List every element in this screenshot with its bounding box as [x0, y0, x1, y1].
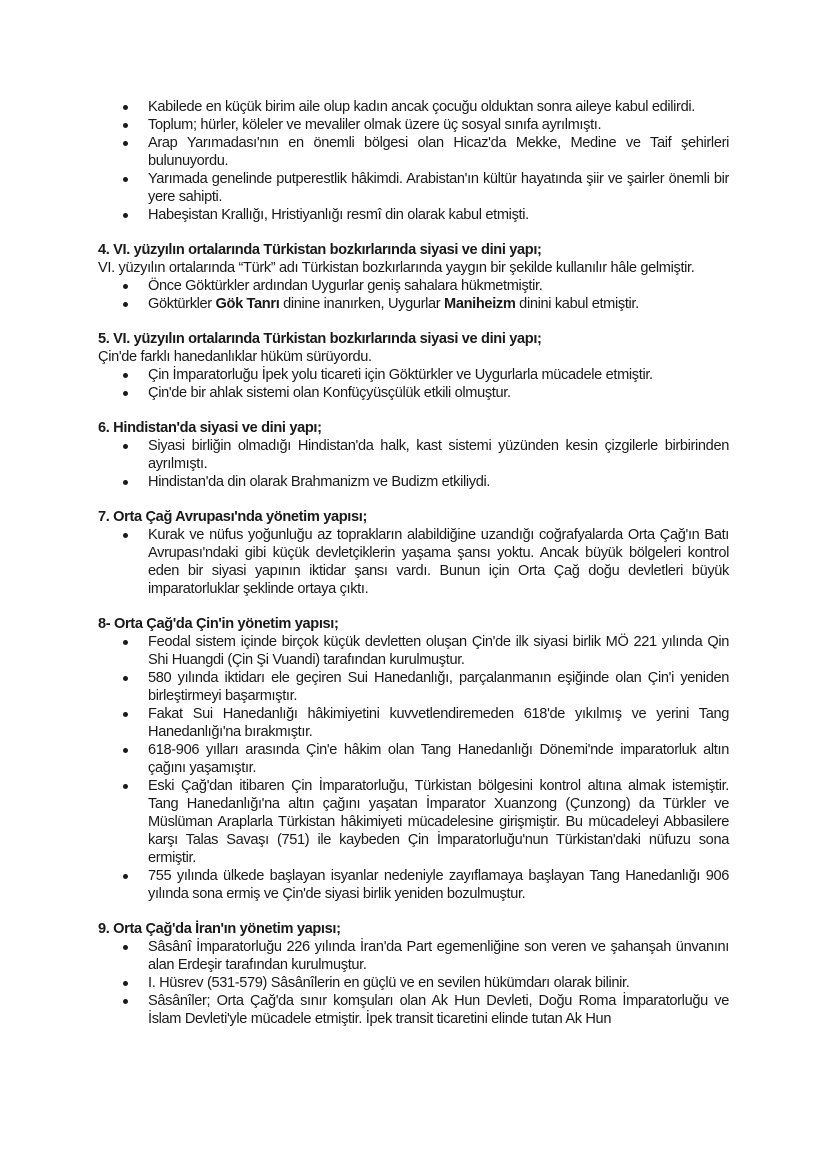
bullet-icon [123, 105, 128, 110]
list-item: Kabilede en küçük birim aile olup kadın ancak çocuğu olduktan sonra aileye kabul edilirdi. [98, 98, 729, 116]
bullet-list [98, 437, 729, 491]
bullet-icon [123, 712, 128, 717]
bullet-icon [123, 373, 128, 378]
bullet-icon [123, 640, 128, 645]
list-item: Sâsânîler; Orta Çağ'da sınır komşuları olan Ak Hun Devleti, Doğu Roma İmparatorluğu ve İslam Devleti'yle mücadele etmiştir. İpek transit ticaretini elinde tutan Ak Hun [98, 992, 729, 1028]
bullet-icon [123, 391, 128, 396]
list-item: Siyasi birliğin olmadığı Hindistan'da halk, kast sistemi yüzünden kesin çizgilerle birbirinden ayrılmıştı. [98, 437, 729, 473]
list-item: 755 yılında ülkede başlayan isyanlar nedeniyle zayıflamaya başlayan Tang Hanedanlığı 906 yılında sona ermiş ve Çin'de siyasi birlik yeniden bozulmuştur. [98, 867, 729, 903]
bullet-icon [123, 480, 128, 485]
section-9 [98, 920, 729, 1028]
bullet-list [98, 277, 729, 313]
bullet-icon [123, 177, 128, 182]
section-heading: 6. Hindistan'da siyasi ve dini yapı; [98, 420, 322, 436]
bullet-icon [123, 123, 128, 128]
section-heading: 7. Orta Çağ Avrupası'nda yönetim yapısı; [98, 509, 367, 525]
bullet-icon [123, 981, 128, 986]
section-8 [98, 615, 729, 903]
bullet-icon [123, 748, 128, 753]
list-item: Toplum; hürler, köleler ve mevaliler olmak üzere üç sosyal sınıfa ayrılmıştı. [98, 116, 729, 134]
bullet-list [98, 98, 729, 224]
list-item: Önce Göktürkler ardından Uygurlar geniş sahalara hükmetmiştir. [98, 277, 729, 295]
section-heading: 9. Orta Çağ'da İran'ın yönetim yapısı; [98, 921, 341, 937]
section-intro: Çin'de farklı hanedanlıklar hüküm sürüyordu. [98, 349, 372, 365]
list-item: I. Hüsrev (531-579) Sâsânîlerin en güçlü ve en sevilen hükümdarı olarak bilinir. [98, 974, 729, 992]
list-item: Göktürkler Gök Tanrı dinine inanırken, Uygurlar Maniheizm dinini kabul etmiştir. [98, 295, 729, 313]
list-item: Çin'de bir ahlak sistemi olan Konfüçyüsçülük etkili olmuştur. [98, 384, 729, 402]
section-intro: VI. yüzyılın ortalarında “Türk” adı Türkistan bozkırlarında yaygın bir şekilde kullanılır hâle gelmiştir. [98, 260, 695, 276]
bullet-list [98, 938, 729, 1028]
bullet-list [98, 633, 729, 903]
list-item: Çin İmparatorluğu İpek yolu ticareti için Göktürkler ve Uygurlarla mücadele etmiştir. [98, 366, 729, 384]
list-item: 618-906 yılları arasında Çin'e hâkim olan Tang Hanedanlığı Dönemi'nde imparatorluk altın çağını yaşamıştır. [98, 741, 729, 777]
list-item: 580 yılında iktidarı ele geçiren Sui Hanedanlığı, parçalanmanın eşiğinde olan Çin'i yeniden birleştirmeyi başarmıştır. [98, 669, 729, 705]
list-item: Feodal sistem içinde birçok küçük devletten oluşan Çin'de ilk siyasi birlik MÖ 221 yılında Qin Shi Huangdi (Çin Şi Vuandi) tarafından kurulmuştur. [98, 633, 729, 669]
section-heading: 5. VI. yüzyılın ortalarında Türkistan bozkırlarında siyasi ve dini yapı; [98, 331, 542, 347]
bullet-icon [123, 284, 128, 289]
section-7 [98, 508, 729, 598]
list-item: Arap Yarımadası'nın en önemli bölgesi olan Hicaz'da Mekke, Medine ve Taif şehirleri bulunuyordu. [98, 134, 729, 170]
bullet-icon [123, 302, 128, 307]
list-item: Yarımada genelinde putperestlik hâkimdi. Arabistan'ın kültür hayatında şiir ve şairler önemli bir yere sahipti. [98, 170, 729, 206]
bullet-icon [123, 533, 128, 538]
section-heading: 8- Orta Çağ'da Çin'in yönetim yapısı; [98, 616, 339, 632]
bullet-icon [123, 676, 128, 681]
bullet-icon [123, 874, 128, 879]
list-item: Fakat Sui Hanedanlığı hâkimiyetini kuvvetlendiremeden 618'de yıkılmış ve yerini Tang Hanedanlığı'na bırakmıştır. [98, 705, 729, 741]
list-item: Kurak ve nüfus yoğunluğu az toprakların alabildiğine uzandığı coğrafyalarda Orta Çağ'ın Batı Avrupası'ndaki gibi küçük devletçiklerin yaşama şansı yoktu. Ancak büyük bölgeleri kontrol eden bir siyasi yapının iktidar şansı vardı. Bunun için Orta Çağ doğu devletleri büyük imparatorluklar şeklinde ortaya çıktı. [98, 526, 729, 598]
bullet-list [98, 366, 729, 402]
section-5 [98, 330, 729, 402]
list-item: Sâsânî İmparatorluğu 226 yılında İran'da Part egemenliğine son veren ve şahanşah ünvanını alan Erdeşir tarafından kurulmuştur. [98, 938, 729, 974]
emphasis-gok-tanri: Gök Tanrı [215, 296, 280, 312]
list-item: Hindistan'da din olarak Brahmanizm ve Budizm etkiliydi. [98, 473, 729, 491]
bullet-icon [123, 999, 128, 1004]
bullet-icon [123, 444, 128, 449]
bullet-icon [123, 784, 128, 789]
bullet-icon [123, 141, 128, 146]
section-4 [98, 241, 729, 313]
bullet-icon [123, 213, 128, 218]
section-6 [98, 419, 729, 491]
section-heading: 4. VI. yüzyılın ortalarında Türkistan bozkırlarında siyasi ve dini yapı; [98, 242, 542, 258]
document-page [98, 98, 729, 1045]
bullet-list [98, 526, 729, 598]
bullet-icon [123, 945, 128, 950]
section-arabia-continued [98, 98, 729, 224]
list-item: Eski Çağ'dan itibaren Çin İmparatorluğu, Türkistan bölgesini kontrol altına almak istemiştir. Tang Hanedanlığı'na altın çağını yaşatan İmparator Xuanzong (Çunzong) da Türkler ve Müslüman Araplarla Türkistan hâkimiyeti mücadelesine girişmiştir. Bu mücadeleyi Abbasilere karşı Talas Savaşı (751) ile kaybeden Çin İmparatorluğu'nun Türkistan'daki nüfuzu sona ermiştir. [98, 777, 729, 867]
emphasis-maniheizm: Maniheizm [444, 296, 516, 312]
list-item: Habeşistan Krallığı, Hristiyanlığı resmî din olarak kabul etmişti. [98, 206, 729, 224]
